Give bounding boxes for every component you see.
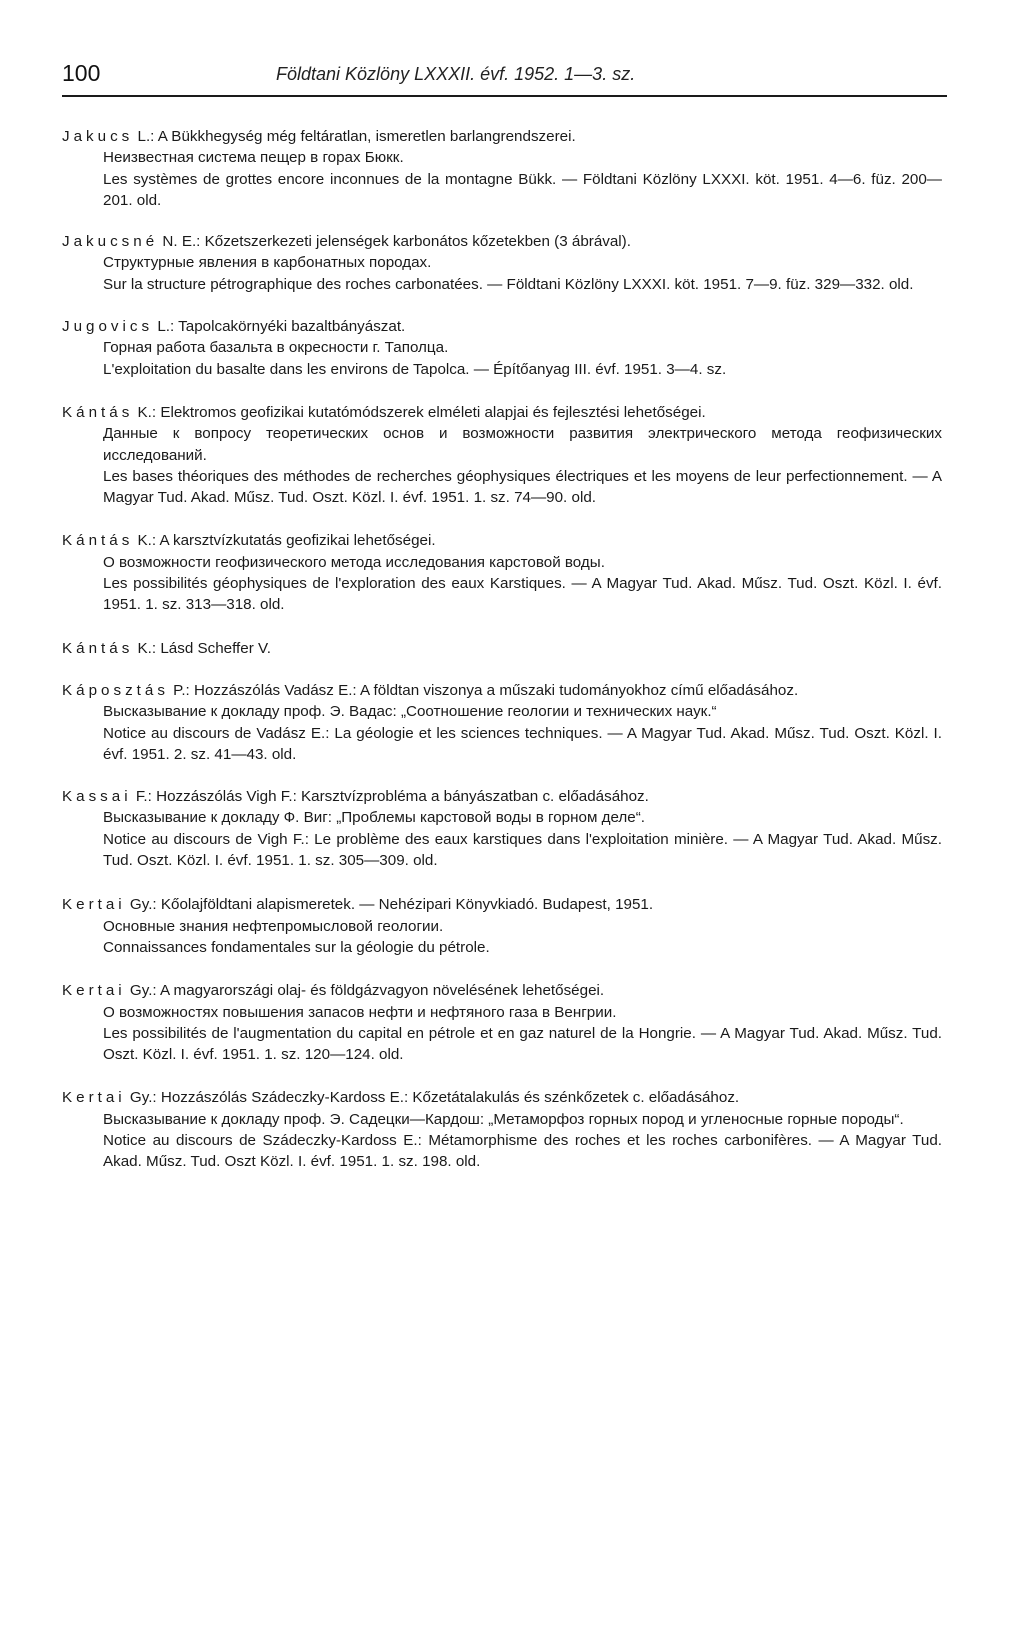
entry-author-initial: F.:	[135, 788, 152, 806]
entry-russian-title: Горная работа базальта в окресности г. Таполца.	[103, 339, 449, 357]
bibliography-entry	[62, 980, 942, 1065]
entry-french-citation: Les systèmes de grottes encore inconnues de la montagne Bükk. — Földtani Közlöny LXXXI. köt. 1951. 4—6. füz. 200—201. old.	[103, 170, 942, 209]
entry-russian-title: Высказывание к докладу проф. Э. Вадас: „Соотношение геологии и технических наук.“	[103, 703, 717, 721]
entry-french-citation: Les bases théoriques des méthodes de recherches géophysiques électriques et les moyens de leur perfectionnement. — A Magyar Tud. Akad. Műsz. Tud. Oszt. Közl. I. évf. 1951. 1. sz. 74—90. old.	[103, 467, 942, 507]
entry-title-line	[62, 231, 942, 252]
entry-author: Jugovics	[62, 318, 154, 336]
entry-author: Kertai	[62, 982, 126, 1000]
entry-french-citation: L'exploitation du basalte dans les environs de Tapolca. — Építőanyag III. évf. 1951. 3—4. sz.	[103, 360, 727, 378]
entry-french-citation: Les possibilités de l'augmentation du capital en pétrole et en gaz naturel de la Hongrie. — A Magyar Tud. Akad. Műsz. Tud. Oszt. Közl. I. évf. 1951. 1. sz. 120—124. old.	[103, 1024, 942, 1064]
bibliography-entry	[62, 231, 942, 295]
header-rule	[62, 95, 947, 97]
entry-french-citation: Notice au discours de Vadász E.: La géologie et les sciences techniques. — A Magyar Tud. Akad. Műsz. Tud. Oszt. Közl. I. évf. 1951. 2. sz. 41—43. old.	[103, 724, 942, 763]
entry-french-citation: Les possibilités géophysiques de l'exploration des eaux Karstiques. — A Magyar Tud. Akad. Műsz. Tud. Oszt. Közl. I. évf. 1951. 1. sz. 313—318. old.	[103, 575, 942, 614]
entry-french-citation: Notice au discours de Vigh F.: Le problème des eaux karstiques dans l'exploitation minière. — A Magyar Tud. Akad. Műsz. Tud. Oszt. Közl. I. évf. 1951. 1. sz. 305—309. old.	[103, 830, 942, 870]
entry-title-line	[62, 980, 942, 1001]
entry-title-line	[62, 894, 942, 915]
entry-title: A karsztvízkutatás geofizikai lehetőségei.	[159, 532, 436, 550]
entry-title: Elektromos geofizikai kutatómódszerek elméleti alapjai és fejlesztési lehetőségei.	[160, 403, 706, 421]
entry-russian-title: Данные к вопросу теоретических основ и возможности развития электрического метода геофизических исследований.	[103, 425, 942, 464]
entry-title-line	[62, 402, 942, 423]
entry-french-citation: Connaissances fondamentales sur la géologie du pétrole.	[103, 938, 490, 956]
entry-title-line	[62, 126, 942, 147]
entry-title-line	[62, 638, 942, 659]
entry-author: Kertai	[62, 1089, 126, 1107]
entry-title: Hozzászólás Vadász E.: A földtan viszonya a műszaki tudományokhoz című előadásához.	[194, 681, 799, 699]
entry-french-citation: Sur la structure pétrographique des roches carbonatées. — Földtani Közlöny LXXXI. köt. 1951. 7—9. füz. 329—332. old.	[103, 275, 914, 293]
entry-author-initial: K.:	[137, 532, 157, 550]
bibliography-entry	[62, 530, 942, 615]
entry-author-initial: Gy.:	[129, 982, 157, 1000]
entry-russian-title: О возможностях повышения запасов нефти и нефтяного газа в Венгрии.	[103, 1003, 617, 1021]
entry-title-line	[62, 786, 942, 807]
entry-author-initial: Gy.:	[129, 1089, 157, 1107]
entry-title-line	[62, 316, 942, 337]
entry-title: Lásd Scheffer V.	[160, 639, 271, 657]
entry-title: A magyarországi olaj- és földgázvagyon növelésének lehetőségei.	[160, 982, 605, 1000]
entry-title: Hozzászólás Vigh F.: Karsztvízprobléma a bányászatban c. előadásához.	[156, 788, 649, 806]
entry-title: Kőolajföldtani alapismeretek. — Nehézipari Könyvkiadó. Budapest, 1951.	[160, 896, 654, 914]
entry-russian-title: Высказывание к докладу проф. Э. Садецки—Кардош: „Метаморфоз горных пород и угленосные горные породы“.	[103, 1110, 904, 1128]
bibliography-entry	[62, 680, 942, 765]
entry-author: Kántás	[62, 639, 134, 657]
bibliography-entry	[62, 786, 942, 871]
entry-french-citation: Notice au discours de Szádeczky-Kardoss E.: Métamorphisme des roches et les roches carbonifères. — A Magyar Tud. Akad. Műsz. Tud. Oszt Közl. I. évf. 1951. 1. sz. 198. old.	[103, 1131, 942, 1171]
entry-title: Tapolcakörnyéki bazaltbányászat.	[178, 318, 406, 336]
entry-author: Kassai	[62, 788, 132, 806]
entry-title-line	[62, 1087, 942, 1108]
entry-title: Hozzászólás Szádeczky-Kardoss E.: Kőzetátalakulás és szénkőzetek c. előadásához.	[160, 1089, 740, 1107]
entry-author: Kántás	[62, 403, 134, 421]
entry-author-initial: K.:	[137, 639, 157, 657]
entry-author: Jakucsné	[62, 233, 159, 251]
entry-russian-title: О возможности геофизического метода исследования карстовой воды.	[103, 553, 605, 571]
bibliography-entry	[62, 638, 942, 659]
entry-russian-title: Высказывание к докладу Ф. Виг: „Проблемы карстовой воды в горном деле“.	[103, 809, 645, 827]
running-head: Földtani Közlöny LXXXII. évf. 1952. 1—3. sz.	[276, 64, 636, 84]
entry-title: Kőzetszerkezeti jelenségek karbonátos kőzetekben (3 ábrával).	[204, 233, 631, 251]
entry-author-initial: L.:	[157, 318, 175, 336]
entry-author-initial: L.:	[137, 128, 155, 145]
entry-title-line	[62, 680, 942, 701]
entry-russian-title: Неизвестная система пещер в горах Бюкк.	[103, 149, 404, 167]
entry-author: Kántás	[62, 532, 134, 550]
entry-author-initial: N. E.:	[162, 233, 201, 251]
entry-title-line	[62, 530, 942, 551]
entry-author-initial: Gy.:	[129, 896, 157, 914]
bibliography-list	[62, 126, 942, 1194]
entry-author: Kertai	[62, 896, 126, 914]
bibliography-entry	[62, 894, 942, 958]
entry-author: Jakucs	[62, 128, 134, 145]
bibliography-entry	[62, 1087, 942, 1172]
entry-russian-title: Основные знания нефтепромысловой геологии.	[103, 917, 444, 935]
entry-author-initial: P.:	[173, 681, 190, 699]
bibliography-entry	[62, 316, 942, 380]
entry-russian-title: Структурные явления в карбонатных породах.	[103, 254, 432, 272]
page-number: 100	[62, 60, 101, 86]
entry-title: A Bükkhegység még feltáratlan, ismeretlen barlangrendszerei.	[157, 128, 576, 145]
bibliography-entry	[62, 402, 942, 508]
entry-author-initial: K.:	[137, 403, 157, 421]
entry-author: Káposztás	[62, 681, 169, 699]
bibliography-entry	[62, 126, 942, 211]
page-header	[62, 58, 947, 98]
